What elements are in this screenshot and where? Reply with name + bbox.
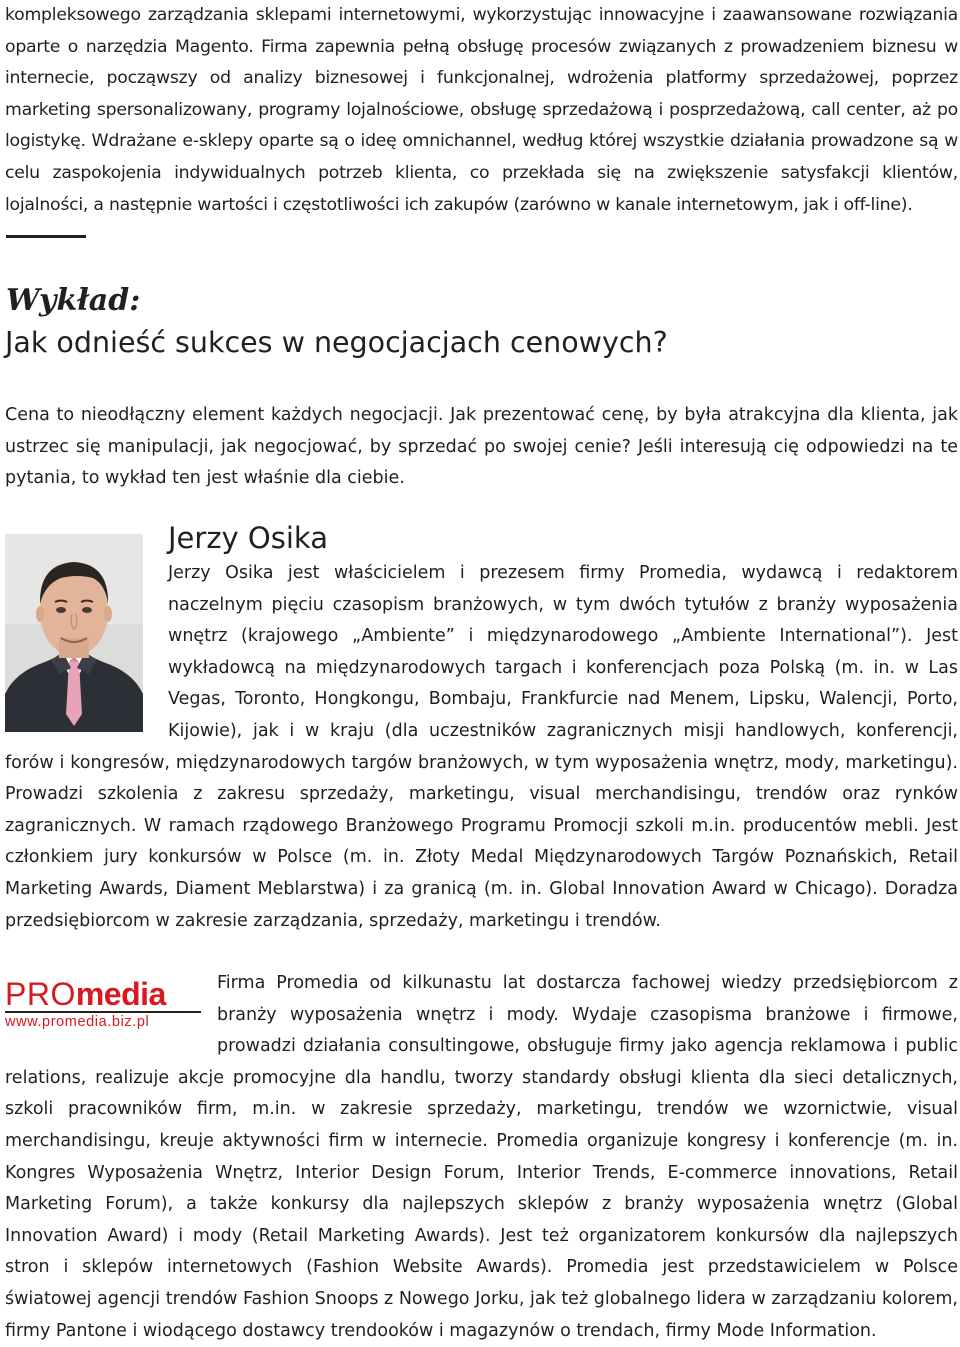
logo-pro: PRO	[5, 976, 76, 1012]
logo-spacer	[5, 968, 217, 1062]
speaker-bio-block	[5, 558, 958, 937]
section-divider	[6, 235, 86, 238]
logo-media: media	[75, 976, 166, 1012]
speaker-name: Jerzy Osika	[168, 521, 328, 555]
intro-paragraph: kompleksowego zarządzania sklepami internetowymi, wykorzystując innowacyjne i zaawansowane rozwiązania oparte o narzędzia Magento. Firma zapewnia pełną obsługę procesów związanych z prowadzeniem biznesu w internecie, począwszy od analizy biznesowej i funkcjonalnej, wdrożenia platformy sprzedażowej, poprzez marketing spersonalizowany, programy lojalnościowe, obsługę sprzedażową i posprzedażową, call center, aż po logistykę. Wdrażane e-sklepy oparte są o ideę omnichannel, według której wszystkie działania prowadzone są w celu zaspokojenia indywidualnych potrzeb klienta, co przekłada się na zwiększenie satysfakcji klientów, lojalności, a następnie wartości i częstotliwości ich zakupów (zarówno w kanale internetowym, jak i off-line).	[5, 5, 958, 215]
lecture-title: Jak odnieść sukces w negocjacjach cenowych?	[5, 326, 668, 359]
lecture-description: Cena to nieodłączny element każdych negocjacji. Jak prezentować cenę, by była atrakcyjna dla klienta, jak ustrzec się manipulacji, jak negocjować, by sprzedać po swojej cenie? Jeśli interesują cię odpowiedzi na te pytania, to wykład ten jest właśnie dla ciebie.	[5, 405, 958, 489]
lecture-label: Wykład:	[6, 283, 141, 318]
company-description: Firma Promedia od kilkunastu lat dostarcza fachowej wiedzy przedsiębiorcom z branży wyposażenia wnętrz i mody. Wydaje czasopisma branżowe i firmowe, prowadzi działania consultingowe, obsługuje firmy jako agencja reklamowa i public relations, realizuje akcje promocyjne dla handlu, tworzy standardy obsługi klienta dla sieci detalicznych, szkoli pracowników firm, m.in. w zakresie sprzedaży, marketingu, trendów we wzornictwie, visual merchandisingu, kreuje aktywności firm w internecie. Promedia organizuje kongresy i konferencje (m. in. Kongres Wyposażenia Wnętrz, Interior Design Forum, Interior Trends, E-commerce innovations, Retail Marketing Forum), a także konkursy dla najlepszych sklepów z branży wyposażenia wnętrz (Global Innovation Award) i mody (Retail Marketing Awards). Jest też organizatorem konkursów dla najlepszych stron i sklepów internetowych (Fashion Website Awards). Promedia jest przedstawicielem w Polsce światowej agencji trendów Fashion Snoops z Nowego Jorku, jak też globalnego lidera w zarządzaniu kolorem, firmy Pantone i wiodącego dostawcy trendooków i magazynów o trendach, firmy Mode Information.	[5, 973, 958, 1341]
photo-spacer	[5, 558, 168, 744]
speaker-bio: Jerzy Osika jest właścicielem i prezesem firmy Promedia, wydawcą i redaktorem naczelnym pięciu czasopism branżowych, w tym dwóch tytułów z branży wyposażenia wnętrz (krajowego „Ambiente” i międzynarodowego „Ambiente International”). Jest wykładowcą na międzynarodowych targach i konferencjach poza Polską (m. in. w Las Vegas, Toronto, Hongkongu, Bombaju, Frankfurcie nad Menem, Lipsku, Walencji, Porto, Kijowie), jak i w kraju (dla uczestników zagranicznych misji handlowych, konferencji, forów i kongresów, międzynarodowych targów branżowych, w tym wyposażenia wnętrz, mody, marketingu). Prowadzi szkolenia z zakresu sprzedaży, marketingu, visual merchandisingu, trendów oraz rynków zagranicznych. W ramach rządowego Branżowego Programu Promocji szkoli m.in. producentów mebli. Jest członkiem jury konkursów w Polsce (m. in. Złoty Medal Międzynarodowych Targów Poznańskich, Retail Marketing Awards, Diament Meblarstwa) i za granicą (m. in. Global Innovation Award w Chicago). Doradza przedsiębiorcom w zakresie zarządzania, sprzedaży, marketingu i trendów.	[5, 563, 958, 931]
company-block	[5, 968, 958, 1347]
logo-url: www.promedia.biz.pl	[5, 1014, 150, 1030]
